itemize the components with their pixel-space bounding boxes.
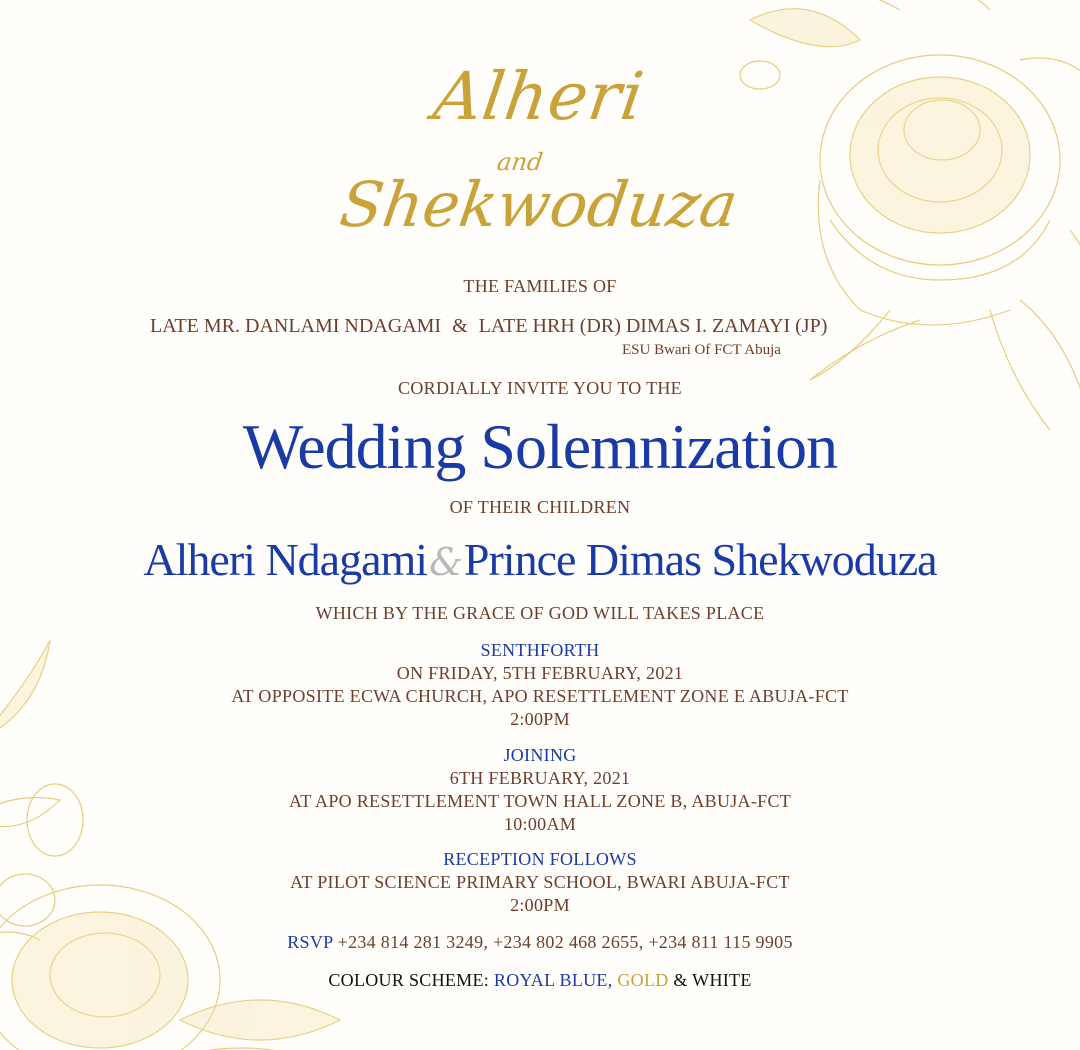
event-title: Wedding Solemnization <box>242 411 838 482</box>
event-name: SENTHFORTH <box>480 640 600 660</box>
couple-names <box>0 533 1080 586</box>
event-venue: AT APO RESETTLEMENT TOWN HALL ZONE B, ABUJA-FCT <box>288 791 792 811</box>
grace-line: WHICH BY THE GRACE OF GOD WILL TAKES PLACE <box>315 603 765 623</box>
event-venue: AT OPPOSITE ECWA CHURCH, APO RESETTLEMENT ZONE E ABUJA-FCT <box>231 686 849 706</box>
families-joiner: & <box>452 315 468 337</box>
invite-line: CORDIALLY INVITE YOU TO THE <box>398 378 682 398</box>
groom-name: Prince Dimas Shekwoduza <box>463 534 937 585</box>
of-their-children: OF THEIR CHILDREN <box>449 497 631 517</box>
colour-scheme-line <box>0 970 1080 991</box>
event-date: ON FRIDAY, 5TH FEBRUARY, 2021 <box>396 663 684 683</box>
rsvp-line <box>0 932 1080 953</box>
families-intro: THE FAMILIES OF <box>463 276 617 296</box>
bride-name: Alheri Ndagami <box>143 534 428 585</box>
event-name: JOINING <box>503 745 577 765</box>
event-name: RECEPTION FOLLOWS <box>443 849 637 869</box>
colour-scheme-label: COLOUR SCHEME: <box>328 970 490 990</box>
father-two-name: LATE HRH (DR) DIMAS I. ZAMAYI (JP) <box>478 315 828 337</box>
groom-last-name-script: Shekwoduza <box>335 168 743 241</box>
father-one-name: LATE MR. DANLAMI NDAGAMI <box>150 315 442 337</box>
colour-white: WHITE <box>692 970 752 990</box>
colour-royal-blue: ROYAL BLUE, <box>493 970 613 990</box>
event-time: 2:00PM <box>510 709 570 729</box>
event-time: 10:00AM <box>503 814 577 834</box>
event-venue: AT PILOT SCIENCE PRIMARY SCHOOL, BWARI ABUJA-FCT <box>290 872 790 892</box>
event-date: 6TH FEBRUARY, 2021 <box>449 768 631 788</box>
and-script: and <box>495 148 545 176</box>
colour-ampersand: & <box>673 970 688 990</box>
bride-first-name-script: Alheri <box>429 58 649 135</box>
colour-gold: GOLD <box>617 970 669 990</box>
rsvp-numbers: +234 814 281 3249, +234 802 468 2655, +234 811 115 9905 <box>337 932 793 952</box>
event-time: 2:00PM <box>510 895 570 915</box>
couple-ampersand: & <box>429 540 462 584</box>
father-two-title: ESU Bwari Of FCT Abuja <box>622 342 781 358</box>
families-names <box>150 315 940 338</box>
rsvp-label: RSVP <box>287 932 333 952</box>
